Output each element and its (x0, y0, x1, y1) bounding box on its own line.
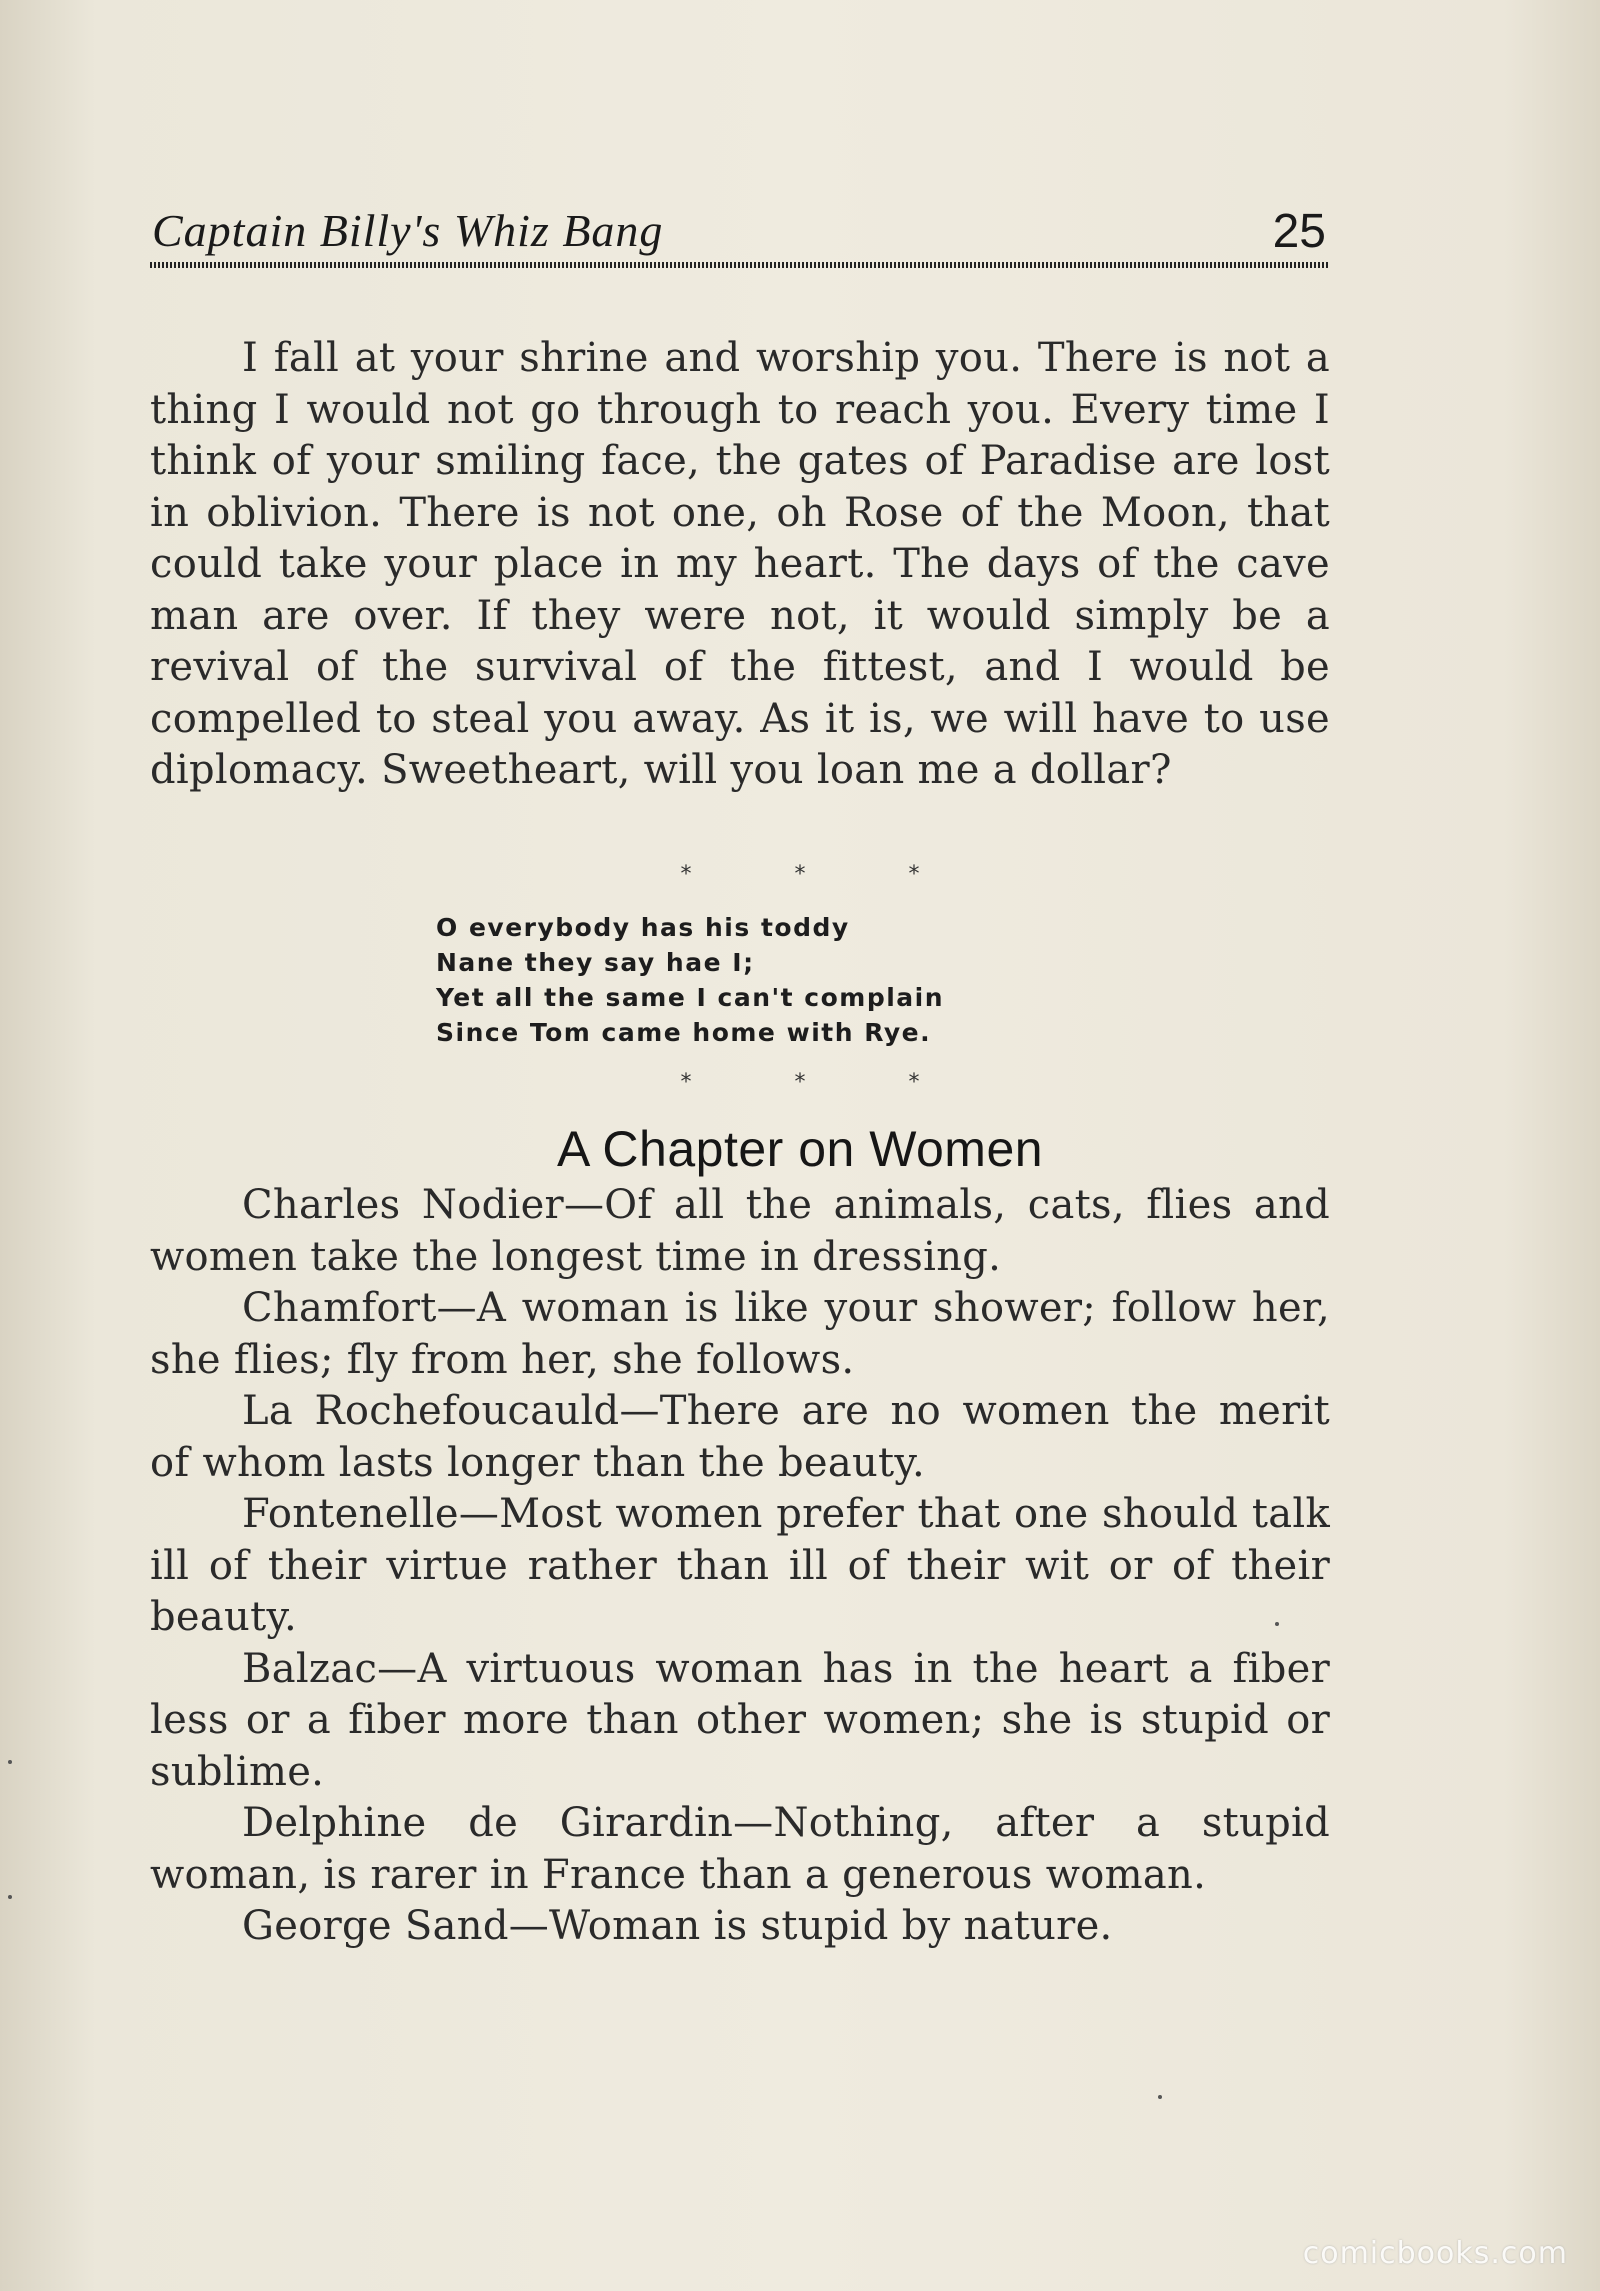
verse-line: Since Tom came home with Rye. (436, 1018, 932, 1047)
paper-speck (8, 1895, 12, 1899)
quote-paragraph: Balzac—A virtuous woman has in the heart a fiber less or a fiber more than other women; she is stupid or sublime. (150, 1645, 1330, 1795)
quote-paragraph: Charles Nodier—Of all the animals, cats, flies and women take the longest time in dressing. (150, 1182, 1330, 1280)
quote-paragraph: Fontenelle—Most women prefer that one should talk ill of their virtue rather than ill of their wit or of their beauty. (150, 1491, 1330, 1640)
verse-line: Nane they say hae I; (436, 948, 755, 977)
paper-speck (1158, 2095, 1162, 2099)
header-rule (150, 262, 1330, 268)
paper-speck (1275, 1622, 1279, 1626)
separator-asterisks: * * * (680, 1070, 968, 1095)
quote-paragraph: La Rochefoucauld—There are no women the merit of whom lasts longer than the beauty. (150, 1388, 1330, 1486)
quote-paragraph: Delphine de Girardin—Nothing, after a stupid woman, is rarer in France than a generous woman. (150, 1800, 1330, 1898)
quote-paragraph: Chamfort—A woman is like your shower; follow her, she flies; fly from her, she follows. (150, 1285, 1330, 1383)
watermark: comicbooks.com (1302, 2236, 1568, 2271)
running-header (150, 200, 1330, 270)
letter-paragraph: I fall at your shrine and worship you. There is not a thing I would not go through to reach you. Every time I think of your smiling face, the gates of Paradise are lost in oblivion. There is not one, oh Rose of the Moon, that could take your place in my heart. The days of the cave man are over. If they were not, it would simply be a revival of the survival of the fittest, and I would be compelled to steal you away. As it is, we will have to use diplomacy. Sweetheart, will you loan me a dollar? (150, 335, 1330, 793)
verse-line: O everybody has his toddy (436, 913, 850, 942)
quotes-list (150, 1180, 1330, 1953)
separator-asterisks: * * * (680, 862, 968, 887)
quote-paragraph: George Sand—Woman is stupid by nature. (242, 1903, 1113, 1949)
chapter-title: A Chapter on Women (556, 1121, 1044, 1177)
verse-line: Yet all the same I can't complain (436, 983, 945, 1012)
page-number: 25 (1272, 205, 1326, 258)
paper-speck (8, 1760, 12, 1764)
running-title: Captain Billy's Whiz Bang (152, 205, 664, 256)
verse (436, 910, 1076, 1050)
